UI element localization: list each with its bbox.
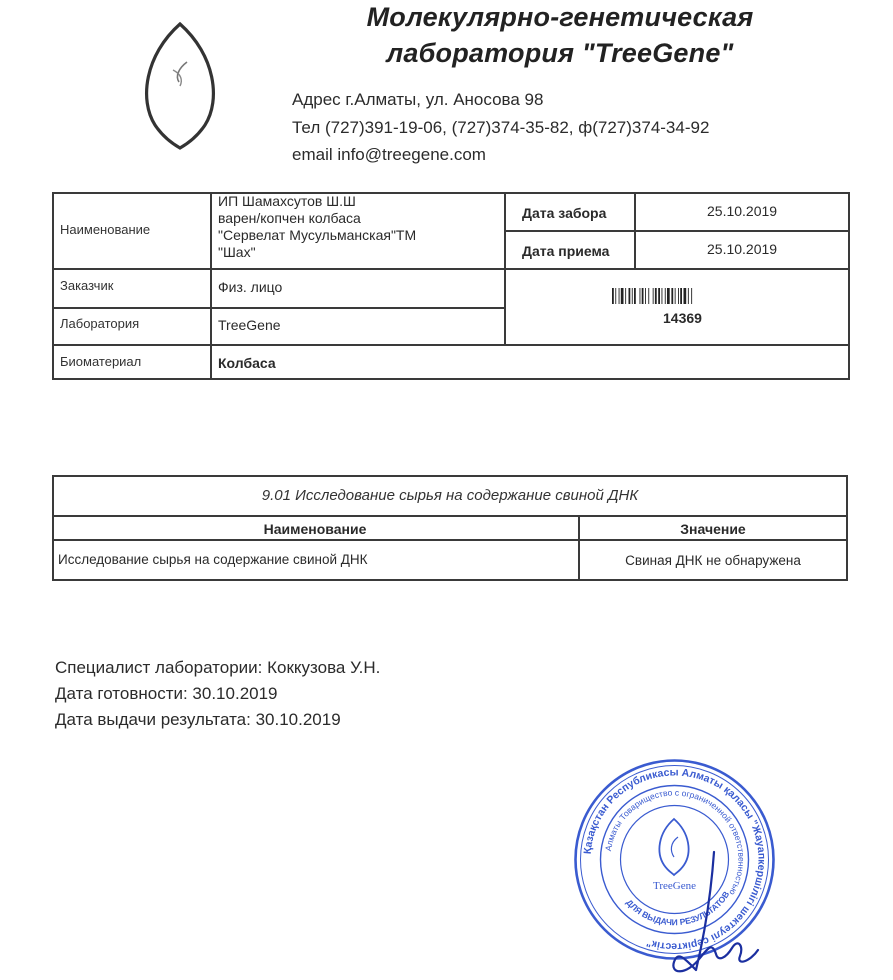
lab-label: Лаборатория xyxy=(60,316,140,331)
name-label: Наименование xyxy=(60,222,151,237)
table-row-value: Свиная ДНК не обнаружена xyxy=(625,553,801,568)
address: Адрес г.Алматы, ул. Аносова 98 xyxy=(292,90,544,109)
barcode-icon xyxy=(612,288,760,304)
leaf-logo-icon xyxy=(135,20,225,150)
results-title: 9.01 Исследование сырья на содержание свиной ДНК xyxy=(261,487,639,504)
signature-icon xyxy=(660,850,770,980)
receipt-date-value: 25.10.2019 xyxy=(707,241,778,257)
col-header-name: Наименование xyxy=(263,521,367,537)
collection-date-label: Дата забора xyxy=(522,205,607,221)
barcode-number: 14369 xyxy=(663,310,702,326)
stamp-bottom-label: ДЛЯ ВЫДАЧИ РЕЗУЛЬТАТОВ xyxy=(624,889,732,928)
ready-date: Дата готовности: 30.10.2019 xyxy=(55,684,278,703)
results-table xyxy=(52,475,848,580)
customer-value: Физ. лицо xyxy=(218,279,283,295)
receipt-date-label: Дата приема xyxy=(522,243,610,259)
stamp-text-outer: Қазақстан Республикасы Алматы қаласы "Жауапкершілігі шектеулі серіктестік" xyxy=(581,766,768,953)
info-table xyxy=(52,192,850,380)
name-value-line2: варен/копчен колбаса xyxy=(218,210,361,226)
customer-label: Заказчик xyxy=(60,278,114,293)
name-value-line1: ИП Шамахсутов Ш.Ш xyxy=(218,193,356,209)
table-row-name: Исследование сырья на содержание свиной ДНК xyxy=(58,552,368,567)
name-value xyxy=(218,193,416,261)
org-name-line1: Молекулярно-генетическая xyxy=(366,2,754,32)
phone: Тел (727)391-19-06, (727)374-35-82, ф(727)374-34-92 xyxy=(292,118,710,137)
lab-value: TreeGene xyxy=(218,317,281,333)
email: email info@treegene.com xyxy=(292,145,486,164)
collection-date-value: 25.10.2019 xyxy=(707,203,778,219)
name-value-line4: "Шах" xyxy=(218,244,256,260)
biomaterial-label: Биоматериал xyxy=(60,354,142,369)
col-header-value: Значение xyxy=(680,521,746,537)
specialist: Специалист лаборатории: Коккузова У.Н. xyxy=(55,658,381,677)
stamp-center-label: TreeGene xyxy=(653,880,696,892)
biomaterial-value: Колбаса xyxy=(218,355,276,371)
name-value-line3: "Сервелат Мусульманская"ТМ xyxy=(218,227,417,243)
stamp-text-inner: Алматы Товарищество с ограниченной ответственностью xyxy=(603,787,747,897)
issue-date: Дата выдачи результата: 30.10.2019 xyxy=(55,710,341,729)
org-name-line2: лаборатория "TreeGene" xyxy=(386,38,734,68)
